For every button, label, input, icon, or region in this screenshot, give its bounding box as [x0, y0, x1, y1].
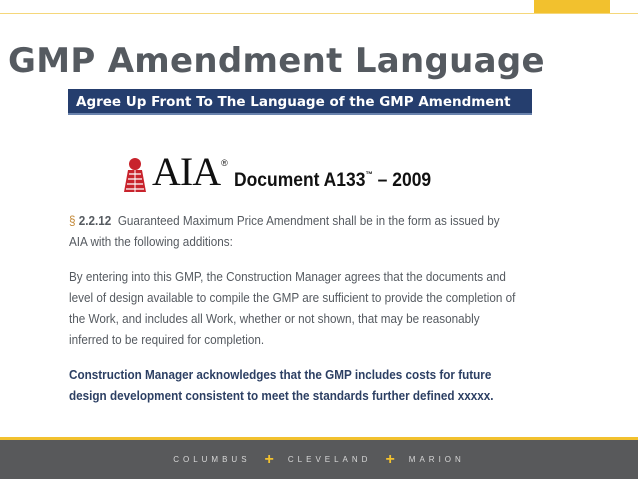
aia-registered-mark: ® — [221, 158, 228, 168]
aia-emblem-icon — [120, 152, 150, 192]
footer-city-marion: MARION — [408, 455, 465, 464]
footer-city-columbus: COLUMBUS — [173, 455, 251, 464]
footer-plus-icon: + — [385, 450, 395, 468]
accent-tab — [534, 0, 610, 14]
section-mark: § — [69, 213, 76, 228]
section-text: Guaranteed Maximum Price Amendment shall be in the form as issued by AIA with the following additions: — [69, 213, 500, 249]
subtitle-banner: Agree Up Front To The Language of the GMP Amendment — [68, 89, 532, 115]
document-heading-suffix: – 2009 — [372, 170, 432, 191]
section-paragraph — [69, 210, 519, 252]
document-heading — [234, 170, 431, 192]
top-rule — [0, 13, 638, 14]
section-number: 2.2.12 — [78, 213, 112, 228]
aia-logo-text: AIA — [152, 149, 221, 194]
gmp-paragraph: By entering into this GMP, the Construction Manager agrees that the documents and level of design available to compile the GMP are sufficient to provide the completion of the Work, and includes all Work, whether or not shown, that may be reasonably inferred to be required for completion. — [69, 269, 516, 347]
document-heading-prefix: Document A133 — [234, 170, 366, 191]
footer-city-cleveland: CLEVELAND — [287, 455, 372, 464]
aia-logo — [120, 149, 228, 194]
trademark-mark: ™ — [365, 170, 373, 179]
footer-bar — [0, 440, 638, 479]
acknowledgement-paragraph: Construction Manager acknowledges that the GMP includes costs for future design development consistent to meet the standards further defined xxxxx. — [69, 367, 494, 403]
page-title: GMP Amendment Language — [8, 41, 545, 81]
footer-plus-icon: + — [264, 450, 274, 468]
